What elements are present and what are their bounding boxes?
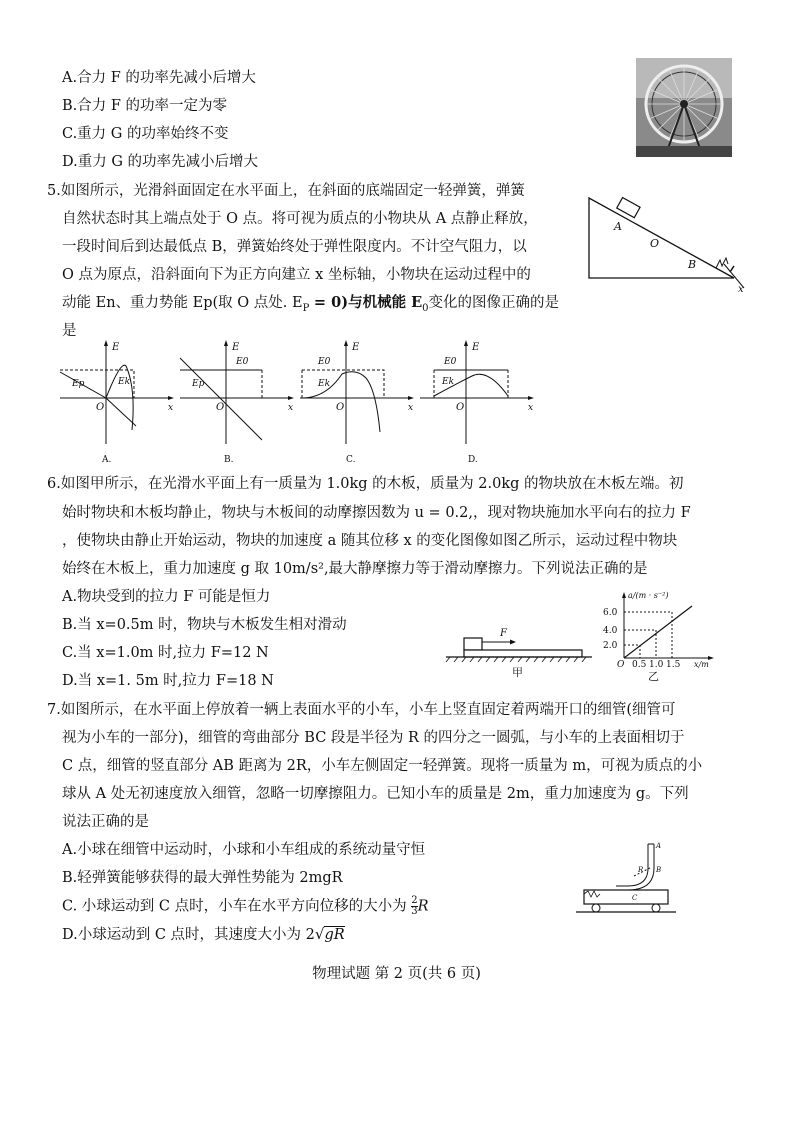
graph-c-ek: Ek: [318, 379, 331, 389]
graph-c-x: x: [408, 403, 414, 413]
q6-option-d: D.当 x=1. 5m 时,拉力 F=18 N: [62, 673, 274, 689]
incline-label-b: B: [688, 258, 697, 271]
q7-line-3: C 点，细管的竖直部分 AB 距离为 2R，小车左侧固定一轻弹簧。现将一质量为 m，可视为质点的小: [62, 758, 703, 774]
graph-b-x: x: [288, 403, 294, 413]
cart-label-c: C: [632, 894, 638, 902]
yi-ytick-4: 4.0: [603, 626, 618, 636]
incline-figure: [584, 192, 754, 292]
graph-b-ep: Ep: [192, 379, 205, 389]
graph-d-o: O: [456, 402, 465, 413]
yi-xtick-10: 1.0: [649, 660, 664, 670]
q6-line-3: ，使物块由静止开始运动，物块的加速度 a 随其位移 x 的变化图像如图乙所示，运动过程中物块: [62, 533, 678, 549]
graph-d-ek: Ek: [442, 377, 455, 387]
q5-graph-c: [296, 340, 416, 465]
graph-b-o: O: [216, 402, 225, 413]
yi-xtick-05: 0.5: [632, 660, 647, 670]
graph-b-letter: B.: [224, 455, 234, 465]
q5-line-5-head: 动能 En、重力势能 Ep(取 O 点处. E: [62, 295, 303, 311]
jia-caption: 甲: [512, 666, 523, 679]
q7-option-b: B.轻弹簧能够获得的最大弹性势能为 2mgR: [62, 870, 343, 886]
q7-option-c: C. 小球运动到 C 点时，小车在水平方向位移的大小为 $\frac{2}{3}$ R: [62, 895, 429, 917]
graph-a-e: E: [112, 342, 120, 353]
q5-graph-d: [416, 340, 536, 465]
q6-option-a: A.物块受到的拉力 F 可能是恒力: [62, 589, 271, 605]
yi-xtick-15: 1.5: [666, 660, 681, 670]
yi-xlabel: x/m: [694, 660, 709, 669]
q7-line-4: 球从 A 处无初速度放入细管，忽略一切摩擦阻力。已知小车的质量是 2m，重力加速度为 g。下列: [62, 786, 689, 802]
graph-b-e0: E0: [236, 357, 249, 367]
q7-option-a: A.小球在细管中运动时，小球和小车组成的系统动量守恒: [62, 842, 426, 858]
ferris-wheel-photo: [636, 58, 732, 157]
q6-line-2: 始时物块和木板均静止，物块与木板间的动摩擦因数为 u = 0.2,，现对物块施加水平向右的拉力 F: [62, 505, 691, 521]
q7-option-c-text: C. 小球运动到 C 点时，小车在水平方向位移的大小为: [62, 898, 412, 915]
q7-line-1: 7.如图所示，在水平面上停放着一辆上表面水平的小车，小车上竖直固定着两端开口的细管(细管可: [47, 702, 676, 718]
q7-cart-figure: [572, 838, 680, 920]
yi-caption: 乙: [648, 670, 659, 682]
q5-line-4: O 点为原点，沿斜面向下为正方向建立 x 坐标轴，小物块在运动过程中的: [62, 267, 531, 283]
q5-line-3: 一段时间后到达最低点 B，弹簧始终处于弹性限度内。不计空气阻力，以: [62, 239, 527, 255]
q7-option-c-fraction: $\frac{2}{3}$: [411, 895, 418, 917]
q6-line-4: 始终在木板上，重力加速度 g 取 10m/s²,最大静摩擦力等于滑动摩擦力。下列说法正确的是: [62, 561, 648, 577]
cart-label-a: A: [656, 842, 662, 850]
q6-figure-jia: [444, 620, 594, 682]
q4-option-c: C.重力 G 的功率始终不变: [62, 126, 229, 142]
q5-line-5: 动能 En、重力势能 Ep(取 O 点处. $E_P = 0$)与机械能 $E_0$变化的图像正确的是: [62, 294, 560, 314]
yi-origin: O: [617, 660, 625, 670]
yi-ytick-6: 6.0: [603, 608, 618, 618]
jia-label-f: F: [500, 628, 507, 639]
q5-line-5-end: 变化的图像正确的是: [428, 295, 560, 311]
page-footer: 物理试题 第 2 页(共 6 页): [312, 966, 481, 982]
graph-c-e0: E0: [318, 357, 331, 367]
q6-option-b: B.当 x=0.5m 时，物块与木板发生相对滑动: [62, 617, 347, 633]
graph-d-letter: D.: [468, 455, 478, 465]
q6-figure-yi: [598, 590, 720, 682]
q4-option-d: D.重力 G 的功率先减小后增大: [62, 154, 259, 170]
q5-line-2: 自然状态时其上端点处于 O 点。将可视为质点的小物块从 A 点静止释放，: [62, 211, 538, 227]
q7-option-d-text: D.小球运动到 C 点时，其速度大小为: [62, 927, 306, 943]
graph-d-x: x: [528, 403, 534, 413]
graph-c-e: E: [352, 342, 360, 353]
graph-a-ek: Ek: [118, 377, 131, 387]
graph-b-e: E: [232, 342, 240, 353]
q5-graph-b: [176, 340, 296, 465]
graph-c-o: O: [336, 402, 345, 413]
yi-ytick-2: 2.0: [603, 641, 618, 651]
q7-line-5: 说法正确的是: [62, 814, 149, 830]
incline-label-a: A: [614, 220, 622, 233]
graph-a-ep: Ep: [72, 379, 85, 389]
q4-option-b: B.合力 F 的功率一定为零: [62, 98, 228, 114]
graph-d-e0: E0: [444, 357, 457, 367]
q4-option-a: A.合力 F 的功率先减小后增大: [62, 70, 256, 86]
graph-d-e: E: [472, 342, 480, 353]
yi-ylabel: a/(m · s⁻²): [628, 591, 669, 600]
cart-label-b: B: [656, 866, 662, 874]
graph-a-x: x: [168, 403, 174, 413]
q7-option-d: D.小球运动到 C 点时，其速度大小为 2√gR: [62, 925, 345, 943]
q7-line-2: 视为小车的一部分)，细管的弯曲部分 BC 段是半径为 R 的四分之一圆弧，与小车的上表面相切于: [62, 730, 685, 746]
q5-line-1: 5.如图所示，光滑斜面固定在水平面上，在斜面的底端固定一轻弹簧，弹簧: [47, 183, 525, 199]
q5-line-6: 是: [62, 323, 77, 339]
incline-label-o: O: [650, 237, 660, 250]
cart-label-r: R: [638, 866, 644, 874]
q6-line-1: 6.如图甲所示，在光滑水平面上有一质量为 1.0kg 的木板，质量为 2.0kg 的物块放在木板左端。初: [47, 476, 684, 492]
graph-c-letter: C.: [346, 455, 356, 465]
q5-line-5-mid: = 0)与机械能 E: [313, 294, 423, 311]
incline-label-x: x: [738, 284, 744, 292]
q5-graph-a: [56, 340, 176, 465]
graph-a-o: O: [96, 402, 105, 413]
graph-a-letter: A.: [102, 455, 112, 465]
q6-option-c: C.当 x=1.0m 时,拉力 F=12 N: [62, 645, 269, 661]
